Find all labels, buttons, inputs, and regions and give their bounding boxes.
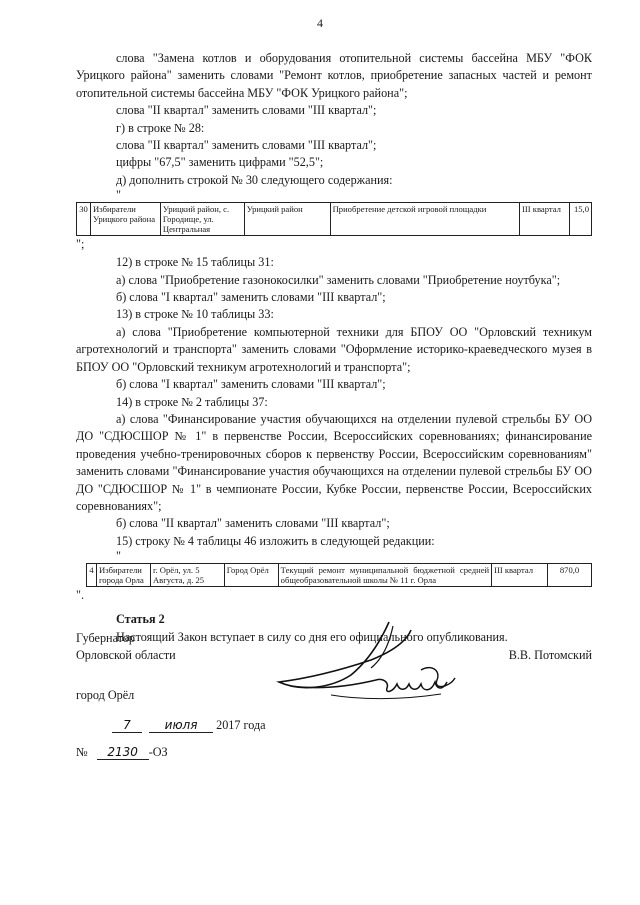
table-row [77, 203, 592, 236]
page-number: 4 [317, 16, 323, 30]
line-item-12: 12) в строке № 15 таблицы 31: [116, 255, 274, 270]
number-value: 2130 [97, 746, 149, 760]
line-item-14: 14) в строке № 2 таблицы 37: [116, 394, 268, 409]
line-quarter-change-1: слова "II квартал" заменить словами "III квартал"; [116, 103, 377, 118]
cell-district: Город Орёл [224, 564, 278, 587]
cell-num: 4 [87, 564, 97, 587]
signing-date [112, 718, 266, 733]
line-item-13b: б) слова "I квартал" заменить словами "III квартал"; [116, 377, 386, 392]
position-line-2: Орловской области [76, 648, 176, 663]
cell-num: 30 [77, 203, 91, 236]
paragraph-boiler-replacement: слова "Замена котлов и оборудования отопительной системы бассейна МБУ "ФОК Урицкого района" заменить словами "Ремонт котлов, приобретение запасных частей и ремонт отопительной системы бассейна МБУ "ФОК Урицкого района"; [76, 51, 592, 100]
open-quote-1: " [116, 188, 121, 203]
line-item-14b: б) слова "II квартал" заменить словами "III квартал"; [116, 516, 390, 531]
article-title: Статья 2 [116, 612, 165, 627]
cell-address: г. Орёл, ул. 5 Августа, д. 25 [150, 564, 224, 587]
date-day: 7 [112, 719, 142, 733]
signatory-name: В.В. Потомский [508, 648, 592, 662]
paragraph-item-14a: а) слова "Финансирование участия обучающихся на отделении пулевой стрельбы БУ ОО ДО "СДЮСШОР № 1" в первенстве России, Всероссийских соревнованиях; финансирование проведения учебно-тренировочных сборов к первенству России, Всероссийским соревнованиям" заменить словами "Финансирование участия обучающихся на отделении пулевой стрельбы БУ ОО ДО "СДЮСШОР № 1" в чемпионате России, Кубке России, первенстве России, Всероссийских соревнованиях"; [76, 411, 592, 513]
number-suffix: -ОЗ [148, 745, 168, 759]
close-quote-1: "; [76, 237, 85, 252]
line-item-13: 13) в строке № 10 таблицы 33: [116, 307, 274, 322]
line-row-28: г) в строке № 28: [116, 120, 205, 135]
signing-place: город Орёл [76, 688, 135, 702]
line-add-row-30: д) дополнить строкой № 30 следующего содержания: [116, 172, 393, 187]
table-row [87, 564, 592, 587]
cell-purpose: Текущий ремонт муниципальной бюджетной средней общеобразовательной школы № 11 г. Орла [278, 564, 491, 587]
cell-district: Урицкий район [244, 203, 330, 236]
open-quote-2: " [116, 549, 121, 564]
signatory-position [76, 630, 176, 665]
line-figures-change: цифры "67,5" заменить цифрами "52,5"; [116, 155, 324, 170]
table-row-30 [76, 202, 592, 236]
date-month: июля [149, 719, 213, 733]
cell-purpose: Приобретение детской игровой площадки [330, 203, 519, 236]
line-quarter-change-2: слова "II квартал" заменить словами "III квартал"; [116, 138, 377, 153]
cell-recipient: Избиратели Урицкого района [90, 203, 160, 236]
table-row-4 [86, 563, 592, 587]
cell-amount: 870,0 [548, 564, 592, 587]
line-item-12a: а) слова "Приобретение газонокосилки" заменить словами "Приобретение ноутбука"; [116, 272, 561, 287]
position-line-1: Губернатор [76, 631, 136, 645]
line-item-15: 15) строку № 4 таблицы 46 изложить в следующей редакции: [116, 533, 435, 548]
cell-address: Урицкий район, с. Городище, ул. Центральная [160, 203, 244, 236]
article-text: Настоящий Закон вступает в силу со дня его официального опубликования. [116, 629, 508, 644]
cell-period: III квартал [492, 564, 548, 587]
law-number [76, 745, 168, 760]
number-prefix: № [76, 745, 88, 759]
document-body [76, 50, 592, 646]
cell-period: III квартал [520, 203, 570, 236]
paragraph-item-13a: а) слова "Приобретение компьютерной техники для БПОУ ОО "Орловский техникум агротехнологий и транспорта" заменить словами "Оформление историко-краеведческого музея в БПОУ ОО "Орловский техникум агротехнологий и транспорта"; [76, 324, 592, 374]
handwritten-signature-icon [271, 620, 471, 705]
cell-recipient: Избиратели города Орла [96, 564, 150, 587]
signature-block [76, 630, 592, 720]
close-quote-2: ". [76, 588, 85, 603]
date-year: 2017 года [216, 718, 266, 732]
cell-amount: 15,0 [569, 203, 591, 236]
line-item-12b: б) слова "I квартал" заменить словами "III квартал"; [116, 290, 386, 305]
